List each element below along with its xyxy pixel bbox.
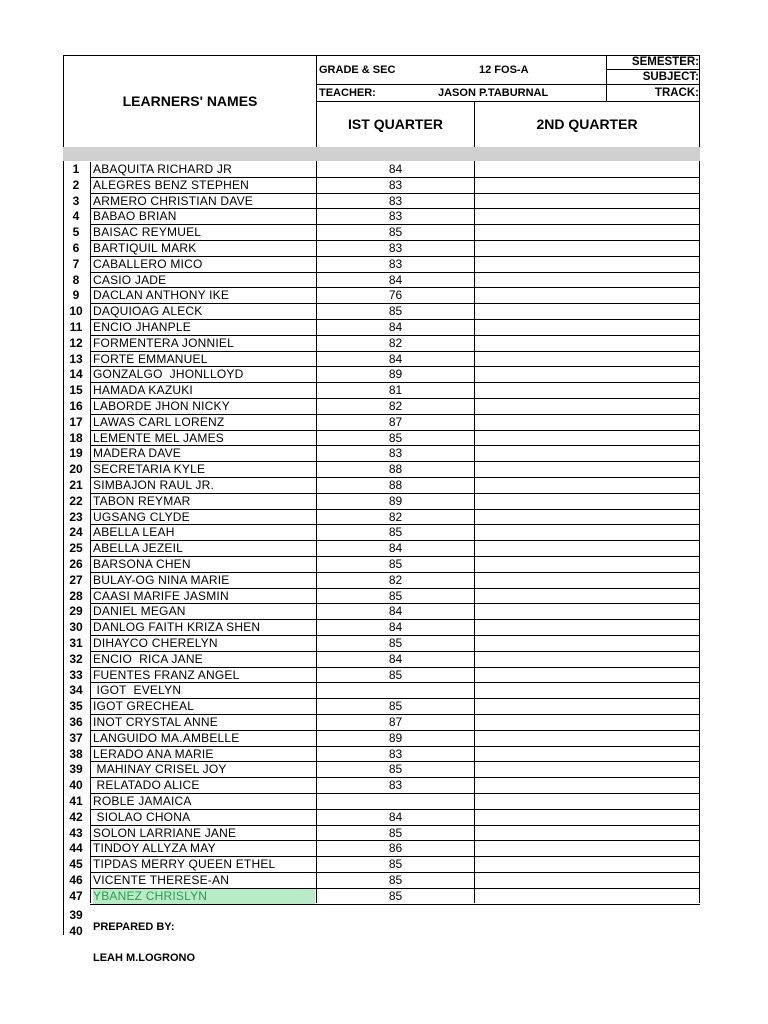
- quarter-2-grade[interactable]: [475, 810, 699, 825]
- row-number: 11: [69, 320, 83, 334]
- quarter-1-grade[interactable]: 84: [388, 809, 403, 824]
- learner-name[interactable]: DANIEL MEGAN: [93, 604, 186, 619]
- quarter-1-grade[interactable]: 83: [388, 778, 403, 793]
- quarter-1-grade[interactable]: 87: [388, 715, 403, 729]
- quarter-2-grade[interactable]: [475, 826, 699, 841]
- table-row: [63, 668, 700, 684]
- quarter-1-grade[interactable]: 83: [388, 256, 403, 271]
- quarter-2-grade[interactable]: [475, 573, 699, 588]
- quarter-1-grade[interactable]: 89: [388, 367, 403, 382]
- learner-name[interactable]: TINDOY ALLYZA MAY: [93, 841, 216, 856]
- learner-name[interactable]: YBANEZ CHRISLYN: [93, 889, 315, 904]
- learner-name[interactable]: ABAQUITA RICHARD JR: [93, 162, 232, 176]
- learner-name[interactable]: BARTIQUIL MARK: [93, 241, 197, 255]
- quarter-1-grade[interactable]: 84: [388, 162, 403, 176]
- learner-name[interactable]: BAISAC REYMUEL: [93, 225, 202, 240]
- quarter-2-grade[interactable]: [475, 731, 699, 746]
- quarter-1-grade[interactable]: 85: [388, 873, 403, 887]
- row-number: 9: [72, 288, 80, 303]
- header-shaded-band: [63, 147, 700, 161]
- learner-name[interactable]: SECRETARIA KYLE: [93, 462, 206, 477]
- learner-name[interactable]: BULAY-OG NINA MARIE: [93, 572, 230, 587]
- learner-name[interactable]: LANGUIDO MA.AMBELLE: [93, 730, 240, 745]
- quarter-2-grade[interactable]: [475, 367, 699, 382]
- learner-name[interactable]: BABAO BRIAN: [93, 209, 177, 224]
- quarter-2-grade[interactable]: [475, 557, 699, 572]
- row-number: 3: [72, 193, 80, 208]
- quarter-1-grade[interactable]: 82: [388, 509, 403, 524]
- learner-name[interactable]: ARMERO CHRISTIAN DAVE: [93, 193, 253, 208]
- learner-name[interactable]: LAWAS CARL LORENZ: [93, 414, 225, 429]
- quarter-2-grade[interactable]: [475, 399, 699, 414]
- learner-name[interactable]: FORTE EMMANUEL: [93, 351, 208, 366]
- quarter-1-grade[interactable]: 85: [388, 225, 403, 240]
- quarter-1-grade[interactable]: 88: [388, 478, 403, 492]
- quarter-1-grade[interactable]: 89: [388, 730, 403, 745]
- quarter-1-grade[interactable]: 83: [388, 241, 403, 255]
- teacher-value: JASON P.TABURNAL: [438, 87, 549, 99]
- learner-name[interactable]: LERADO ANA MARIE: [93, 746, 214, 761]
- quarter-1-grade[interactable]: 84: [388, 620, 403, 635]
- quarter-1-grade[interactable]: 85: [388, 525, 403, 540]
- quarter-2-grade[interactable]: [475, 304, 699, 319]
- quarter-1-grade[interactable]: 87: [388, 414, 403, 429]
- learner-name[interactable]: TIPDAS MERRY QUEEN ETHEL: [93, 857, 276, 872]
- quarter-2-grade[interactable]: [475, 257, 699, 272]
- table-row: [63, 367, 700, 383]
- row-number: 5: [72, 225, 80, 240]
- table-row: [63, 541, 700, 557]
- row-number: 45: [69, 857, 83, 872]
- quarter-2-grade[interactable]: [475, 857, 699, 872]
- table-row: [63, 194, 700, 210]
- row-number: 19: [69, 446, 83, 461]
- quarter-2-grade[interactable]: [475, 478, 699, 493]
- quarter-1-grade[interactable]: 84: [388, 604, 403, 619]
- row-number: 6: [72, 241, 80, 255]
- quarter-2-grade[interactable]: [475, 589, 699, 604]
- table-row: [63, 620, 700, 636]
- table-row: [63, 462, 700, 478]
- quarter-1-grade[interactable]: 81: [388, 383, 403, 398]
- learner-name[interactable]: DANLOG FAITH KRIZA SHEN: [93, 620, 261, 635]
- quarter-2-grade[interactable]: [475, 162, 699, 177]
- quarter-1-grade[interactable]: 85: [388, 825, 403, 840]
- table-row: [63, 494, 700, 510]
- table-row: [63, 162, 700, 178]
- quarter-1-grade[interactable]: 85: [388, 667, 403, 682]
- grade-sec-label: GRADE & SEC: [319, 64, 396, 76]
- row-number: 41: [69, 794, 83, 808]
- row-number: 12: [69, 335, 83, 350]
- table-row: [63, 446, 700, 462]
- learner-name[interactable]: SIMBAJON RAUL JR.: [93, 478, 214, 492]
- table-row: [63, 273, 700, 289]
- quarter-1-grade[interactable]: 82: [388, 399, 403, 413]
- learner-name[interactable]: CASIO JADE: [93, 272, 167, 287]
- row-number: 28: [69, 588, 83, 603]
- table-row: [63, 352, 700, 368]
- quarter-2-grade[interactable]: [475, 762, 699, 777]
- row-number: 39: [69, 762, 83, 777]
- quarter-1-grade[interactable]: 84: [388, 320, 403, 334]
- quarter-2-grade[interactable]: [475, 841, 699, 856]
- learner-name[interactable]: BARSONA CHEN: [93, 557, 191, 571]
- row-border: [90, 904, 700, 905]
- quarter-2-grade[interactable]: [475, 225, 699, 240]
- quarter-2-heading: 2ND QUARTER: [536, 116, 638, 132]
- table-row: [63, 257, 700, 273]
- quarter-2-grade[interactable]: [475, 288, 699, 303]
- table-row: [63, 209, 700, 225]
- row-number: 4: [72, 209, 80, 224]
- table-row: [63, 383, 700, 399]
- table-row: [63, 304, 700, 320]
- row-number: 20: [69, 462, 83, 477]
- quarter-1-grade[interactable]: 83: [388, 446, 403, 461]
- row-number: 13: [69, 351, 83, 366]
- row-number: 36: [69, 715, 83, 729]
- quarter-1-grade[interactable]: 88: [388, 462, 403, 477]
- row-number: 8: [72, 272, 80, 287]
- learner-name[interactable]: INOT CRYSTAL ANNE: [93, 715, 218, 729]
- table-row: [63, 747, 700, 763]
- row-number: 43: [69, 825, 83, 840]
- learners-names-heading: LEARNERS' NAMES: [122, 93, 258, 109]
- row-number: 15: [69, 383, 83, 398]
- learner-name[interactable]: ABELLA LEAH: [93, 525, 175, 540]
- quarter-2-grade[interactable]: [475, 715, 699, 730]
- quarter-1-grade[interactable]: 83: [388, 177, 403, 192]
- learner-name[interactable]: CABALLERO MICO: [93, 256, 203, 271]
- quarter-2-grade[interactable]: [475, 446, 699, 461]
- quarter-1-grade[interactable]: 83: [388, 746, 403, 761]
- learner-name[interactable]: IGOT EVELYN: [93, 683, 182, 698]
- table-row: [63, 573, 700, 589]
- table-row: [63, 320, 700, 336]
- row-number: 42: [69, 809, 83, 824]
- row-number: 26: [69, 557, 83, 571]
- learner-name[interactable]: LEMENTE MEL JAMES: [93, 430, 224, 445]
- quarter-2-grade[interactable]: [475, 778, 699, 793]
- quarter-1-heading: IST QUARTER: [348, 116, 443, 132]
- row-number: 40: [69, 923, 83, 938]
- quarter-2-grade[interactable]: [475, 431, 699, 446]
- row-number: 18: [69, 430, 83, 445]
- table-row: [63, 399, 700, 415]
- table-row: [63, 241, 700, 257]
- quarter-2-grade[interactable]: [475, 636, 699, 651]
- row-number: 34: [69, 683, 83, 698]
- learner-name[interactable]: FORMENTERA JONNIEL: [93, 335, 234, 350]
- preparer-name: LEAH M.LOGRONO: [93, 952, 196, 964]
- quarter-2-grade[interactable]: [475, 273, 699, 288]
- quarter-1-grade[interactable]: 85: [388, 857, 403, 872]
- semester-divider: [606, 55, 607, 101]
- row-number: 2: [72, 177, 80, 192]
- learner-name[interactable]: UGSANG CLYDE: [93, 509, 190, 524]
- table-row: [63, 652, 700, 668]
- learner-name[interactable]: MADERA DAVE: [93, 446, 181, 461]
- grade-sec-value: 12 FOS-A: [479, 64, 529, 76]
- quarter-2-grade[interactable]: [475, 668, 699, 683]
- quarter-1-grade[interactable]: 82: [388, 572, 403, 587]
- quarter-2-grade[interactable]: [475, 494, 699, 509]
- quarter-1-grade[interactable]: 85: [388, 430, 403, 445]
- table-row: [63, 857, 700, 873]
- quarter-2-grade[interactable]: [475, 541, 699, 556]
- table-row: [63, 525, 700, 541]
- learner-name[interactable]: DACLAN ANTHONY IKE: [93, 288, 230, 303]
- table-row: [63, 810, 700, 826]
- row-number: 44: [69, 841, 83, 856]
- quarter-1-grade[interactable]: 85: [388, 304, 403, 319]
- learner-name[interactable]: CAASI MARIFE JASMIN: [93, 588, 229, 603]
- learner-name[interactable]: ENCIO JHANPLE: [93, 320, 191, 334]
- table-row: [63, 288, 700, 304]
- quarter-2-grade[interactable]: [475, 336, 699, 351]
- row-number: 7: [72, 256, 80, 271]
- quarter-1-grade[interactable]: 82: [388, 335, 403, 350]
- quarter-2-grade[interactable]: [475, 794, 699, 809]
- row-number: 31: [69, 636, 83, 650]
- row-number: 37: [69, 730, 83, 745]
- quarter-2-grade[interactable]: [475, 194, 699, 209]
- row-number: 17: [69, 414, 83, 429]
- learner-name[interactable]: ROBLE JAMAICA: [93, 794, 192, 808]
- row-number: 22: [69, 493, 83, 508]
- quarter-2-grade[interactable]: [475, 873, 699, 888]
- quarter-2-grade[interactable]: [475, 352, 699, 367]
- semester-label: SEMESTER:: [631, 56, 699, 68]
- learner-name[interactable]: HAMADA KAZUKI: [93, 383, 193, 398]
- quarter-2-grade[interactable]: [475, 209, 699, 224]
- learner-name[interactable]: VICENTE THERESE-AN: [93, 873, 230, 887]
- quarter-2-grade[interactable]: [475, 462, 699, 477]
- row-number: 24: [69, 525, 83, 540]
- row-number: 25: [69, 541, 83, 556]
- quarter-1-grade[interactable]: 84: [388, 541, 403, 556]
- table-row: [63, 415, 700, 431]
- teacher-label: TEACHER:: [319, 87, 376, 99]
- learner-name[interactable]: MAHINAY CRISEL JOY: [93, 762, 227, 777]
- quarter-1-grade[interactable]: 83: [388, 209, 403, 224]
- quarter-1-grade[interactable]: 89: [388, 493, 403, 508]
- quarter-2-grade[interactable]: [475, 747, 699, 762]
- learner-name[interactable]: TABON REYMAR: [93, 493, 191, 508]
- learner-name[interactable]: ALEGRES BENZ STEPHEN: [93, 177, 250, 192]
- quarter-1-grade[interactable]: 86: [388, 841, 403, 856]
- row-number: 33: [69, 667, 83, 682]
- row-number: 27: [69, 572, 83, 587]
- table-row: [63, 225, 700, 241]
- quarter-2-grade[interactable]: [475, 510, 699, 525]
- learner-name[interactable]: IGOT GRECHEAL: [93, 699, 195, 714]
- quarter-1-grade[interactable]: 83: [388, 193, 403, 208]
- quarter-2-grade[interactable]: [475, 178, 699, 193]
- quarter-2-grade[interactable]: [475, 683, 699, 698]
- quarter-2-grade[interactable]: [475, 889, 699, 904]
- table-row: [63, 731, 700, 747]
- header-line-2: [316, 84, 700, 85]
- learner-name[interactable]: FUENTES FRANZ ANGEL: [93, 667, 240, 682]
- quarter-1-grade[interactable]: 84: [388, 272, 403, 287]
- row-number: 21: [69, 478, 83, 492]
- subject-label: SUBJECT:: [642, 71, 699, 83]
- table-row: [63, 762, 700, 778]
- learner-name[interactable]: DIHAYCO CHERELYN: [93, 636, 218, 650]
- quarter-1-grade[interactable]: 85: [388, 588, 403, 603]
- quarter-2-grade[interactable]: [475, 652, 699, 667]
- quarter-1-grade[interactable]: 85: [388, 557, 403, 571]
- quarter-2-grade[interactable]: [475, 415, 699, 430]
- row-number: 14: [69, 367, 83, 382]
- learner-name[interactable]: SOLON LARRIANE JANE: [93, 825, 237, 840]
- quarter-1-grade[interactable]: 85: [388, 699, 403, 714]
- table-row: [63, 589, 700, 605]
- quarter-2-grade[interactable]: [475, 604, 699, 619]
- row-number: 29: [69, 604, 83, 619]
- table-row: [63, 478, 700, 494]
- quarter-2-grade[interactable]: [475, 699, 699, 714]
- quarter-2-grade[interactable]: [475, 620, 699, 635]
- learner-name[interactable]: ABELLA JEZEIL: [93, 541, 183, 556]
- header-line-3: [316, 101, 700, 102]
- quarter-2-grade[interactable]: [475, 525, 699, 540]
- table-row: [63, 794, 700, 810]
- table-row: [63, 336, 700, 352]
- row-number: 39: [69, 907, 83, 922]
- row-number: 46: [69, 873, 83, 887]
- table-row: [63, 873, 700, 889]
- row-number: 47: [69, 888, 83, 903]
- table-row: [63, 557, 700, 573]
- learner-name[interactable]: DAQUIOAG ALECK: [93, 304, 203, 319]
- row-number: 10: [69, 304, 83, 319]
- row-number: 1: [72, 162, 80, 176]
- learner-name[interactable]: SIOLAO CHONA: [93, 809, 191, 824]
- table-row: [63, 778, 700, 794]
- quarter-2-grade[interactable]: [475, 383, 699, 398]
- row-number: 30: [69, 620, 83, 635]
- prepared-by-label: PREPARED BY:: [93, 921, 175, 933]
- quarter-1-grade[interactable]: 85: [388, 888, 403, 903]
- table-row: [63, 683, 700, 699]
- quarter-2-grade[interactable]: [475, 320, 699, 335]
- learner-name[interactable]: LABORDE JHON NICKY: [93, 399, 230, 413]
- table-row: [63, 636, 700, 652]
- row-number: 40: [69, 778, 83, 793]
- quarter-2-grade[interactable]: [475, 241, 699, 256]
- table-row: [63, 178, 700, 194]
- quarter-1-grade[interactable]: 85: [388, 636, 403, 650]
- row-number: 32: [69, 651, 83, 666]
- table-row: [63, 889, 700, 905]
- track-label: TRACK:: [654, 87, 699, 99]
- row-number: 38: [69, 746, 83, 761]
- quarter-1-grade[interactable]: 84: [388, 351, 403, 366]
- table-row: [63, 841, 700, 857]
- quarter-1-grade[interactable]: 76: [388, 288, 403, 303]
- row-number: 23: [69, 509, 83, 524]
- table-row: [63, 604, 700, 620]
- table-row: [63, 431, 700, 447]
- row-number: 35: [69, 699, 83, 714]
- quarter-1-grade[interactable]: 85: [388, 762, 403, 777]
- learner-name[interactable]: ENCIO RICA JANE: [93, 651, 203, 666]
- table-row: [63, 826, 700, 842]
- quarter-1-grade[interactable]: 84: [388, 651, 403, 666]
- table-row: [63, 510, 700, 526]
- table-row: [63, 715, 700, 731]
- row-number: 16: [69, 399, 83, 413]
- sheet-top-border: [63, 55, 700, 56]
- learner-name[interactable]: GONZALGO JHONLLOYD: [93, 367, 244, 382]
- learner-name[interactable]: RELATADO ALICE: [93, 778, 200, 793]
- table-row: [63, 699, 700, 715]
